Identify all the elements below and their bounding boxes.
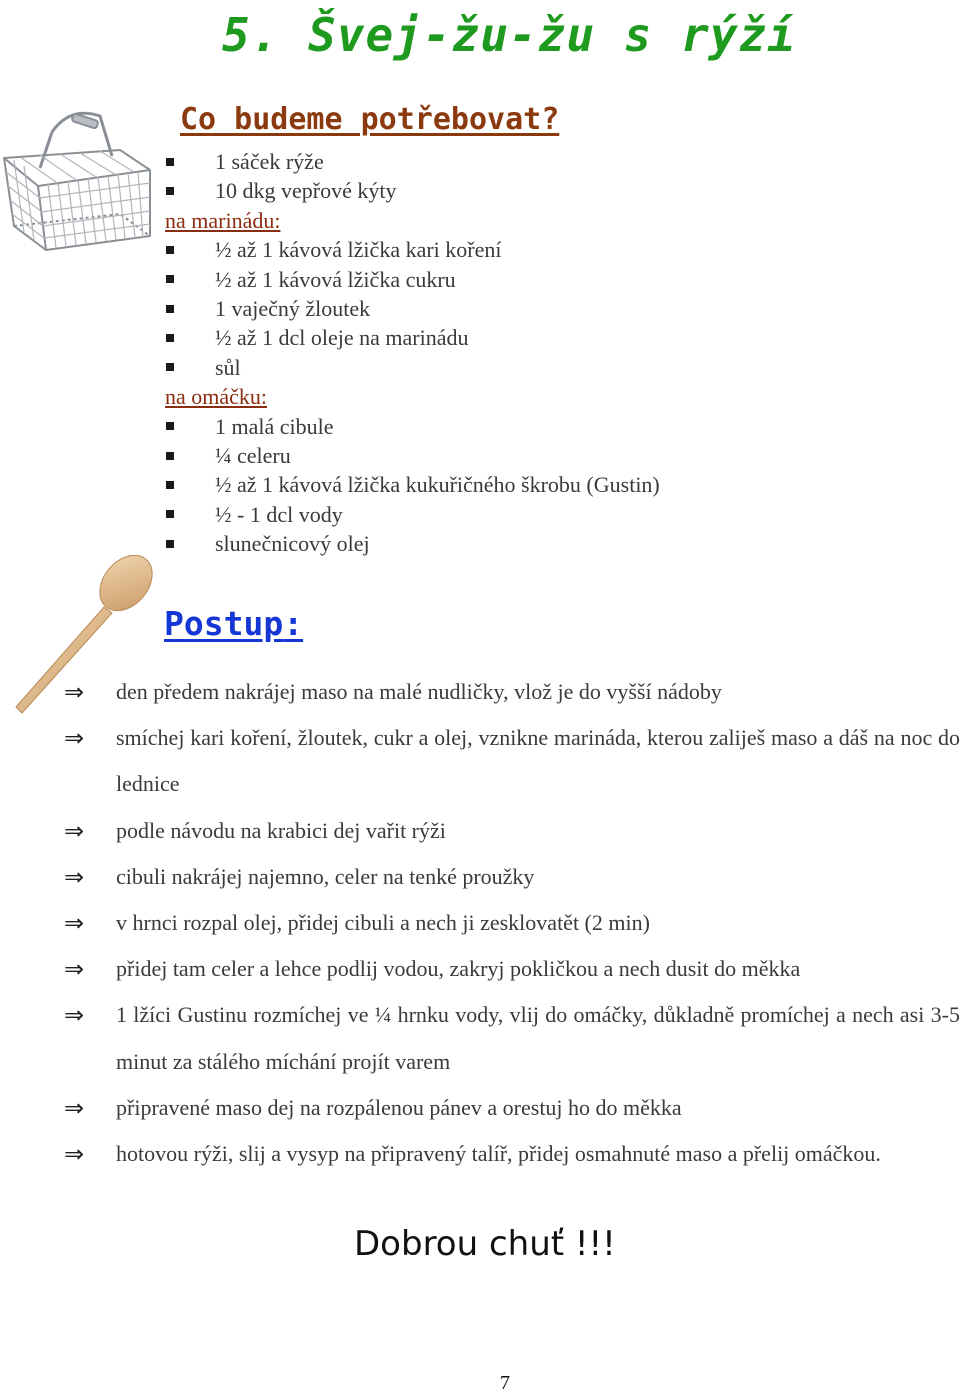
ingredient-subheading: na marinádu: xyxy=(165,207,281,233)
ingredient-text: slunečnicový olej xyxy=(215,531,370,557)
method-heading xyxy=(164,604,303,643)
method-heading-label: Postup xyxy=(164,604,284,643)
ingredient-item xyxy=(165,323,660,352)
ingredient-item xyxy=(165,353,660,382)
ingredient-text: 1 malá cibule xyxy=(215,413,334,439)
shopping-basket-icon xyxy=(0,108,160,253)
square-bullet-icon xyxy=(166,422,174,430)
double-arrow-icon: ⇒ xyxy=(64,816,85,845)
method-step-text: smíchej kari koření, žloutek, cukr a olej, vznikne marináda, kterou zaliješ maso a dáš na noc do lednice xyxy=(116,725,960,797)
double-arrow-icon: ⇒ xyxy=(64,1001,85,1030)
method-step-text: v hrnci rozpal olej, přidej cibuli a nech ji zesklovatět (2 min) xyxy=(116,910,650,936)
ingredient-item xyxy=(165,235,660,264)
double-arrow-icon: ⇒ xyxy=(64,862,85,891)
square-bullet-icon xyxy=(166,481,174,489)
method-step xyxy=(64,669,960,715)
ingredient-item xyxy=(165,500,660,529)
square-bullet-icon xyxy=(166,246,174,254)
ingredients-heading: Co budeme potřebovat? xyxy=(180,102,560,137)
ingredient-text: 1 vaječný žloutek xyxy=(215,295,371,321)
ingredient-text: ½ - 1 dcl vody xyxy=(215,501,343,527)
method-step-text: 1 lžíci Gustinu rozmíchej ve ¼ hrnku vody, vlij do omáčky, důkladně promíchej a nech asi 3-5 minut za stálého míchání projít varem xyxy=(116,1002,960,1074)
page-number: 7 xyxy=(500,1372,510,1394)
method-step-text: připravené maso dej na rozpálenou pánev a orestuj ho do měkka xyxy=(116,1094,682,1120)
ingredient-text: 10 dkg vepřové kýty xyxy=(215,178,397,204)
ingredient-text: 1 sáček rýže xyxy=(215,149,324,174)
square-bullet-icon xyxy=(166,275,174,283)
double-arrow-icon: ⇒ xyxy=(64,724,85,753)
ingredient-item xyxy=(165,176,660,205)
page-title: 5. Švej-žu-žu s rýží xyxy=(222,8,796,62)
method-step-text: podle návodu na krabici dej vařit rýži xyxy=(116,817,446,843)
ingredient-subheading: na omáčku: xyxy=(165,384,268,410)
method-step xyxy=(64,1131,960,1177)
step-list xyxy=(64,669,960,1177)
ingredient-text: ¼ celeru xyxy=(215,442,291,468)
ingredient-list xyxy=(165,147,660,558)
ingredient-item xyxy=(165,294,660,323)
double-arrow-icon: ⇒ xyxy=(64,909,85,938)
double-arrow-icon: ⇒ xyxy=(64,1140,85,1169)
method-heading-colon: : xyxy=(283,604,304,643)
square-bullet-icon xyxy=(166,305,174,313)
ingredient-text: ½ až 1 dcl oleje na marinádu xyxy=(215,325,469,351)
square-bullet-icon xyxy=(166,363,174,371)
double-arrow-icon: ⇒ xyxy=(64,955,85,984)
ingredient-text: sůl xyxy=(215,354,241,380)
closing-wish: Dobrou chuť !!! xyxy=(354,1224,616,1264)
method-step-text: přidej tam celer a lehce podlij vodou, zakryj pokličkou a nech dusit do měkka xyxy=(116,956,801,982)
double-arrow-icon: ⇒ xyxy=(64,678,85,706)
ingredient-item xyxy=(165,441,660,470)
method-step-text: den předem nakrájej maso na malé nudličky, vlož je do vyšší nádoby xyxy=(116,679,722,704)
method-step xyxy=(64,854,960,900)
method-step xyxy=(64,946,960,992)
ingredient-text: ½ až 1 kávová lžička kari koření xyxy=(215,237,502,263)
square-bullet-icon xyxy=(166,510,174,518)
method-step xyxy=(64,900,960,946)
method-step xyxy=(64,808,960,854)
method-step xyxy=(64,1085,960,1131)
ingredient-text: ½ až 1 kávová lžička kukuřičného škrobu (Gustin) xyxy=(215,472,660,498)
ingredient-item xyxy=(165,265,660,294)
square-bullet-icon xyxy=(166,334,174,342)
method-step xyxy=(64,715,960,807)
ingredient-item xyxy=(165,470,660,499)
square-bullet-icon xyxy=(166,187,174,195)
square-bullet-icon xyxy=(166,452,174,460)
method-step xyxy=(64,992,960,1084)
ingredient-item xyxy=(165,412,660,441)
ingredient-item xyxy=(165,529,660,558)
double-arrow-icon: ⇒ xyxy=(64,1093,85,1122)
ingredient-text: ½ až 1 kávová lžička cukru xyxy=(215,266,456,292)
square-bullet-icon xyxy=(166,158,174,166)
method-step-text: cibuli nakrájej najemno, celer na tenké proužky xyxy=(116,863,535,889)
square-bullet-icon xyxy=(166,540,174,548)
ingredient-item xyxy=(165,147,660,176)
method-step-text: hotovou rýži, slij a vysyp na připravený talíř, přidej osmahnuté maso a přelij omáčkou. xyxy=(116,1141,881,1167)
